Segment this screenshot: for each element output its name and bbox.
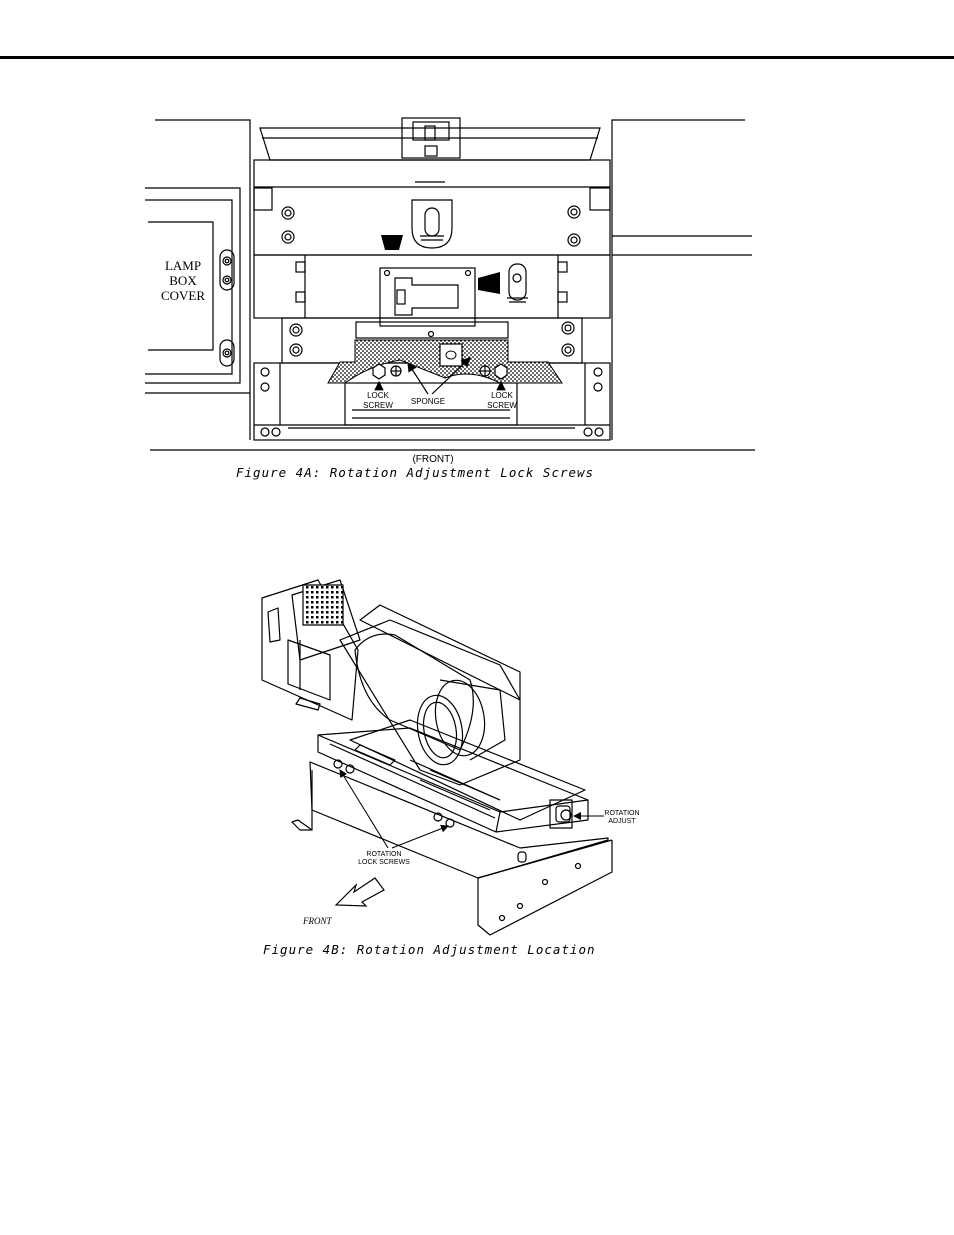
lock-screw-right-icon bbox=[495, 364, 507, 379]
lock-screw-left-icon bbox=[373, 364, 385, 379]
svg-text:LAMP: LAMP bbox=[164, 258, 202, 273]
figure-4a-caption: Figure 4A: Rotation Adjustment Lock Screws bbox=[236, 465, 595, 480]
rotation-lock-screws-label: ROTATION bbox=[366, 851, 402, 858]
front-label-4a: (FRONT) bbox=[412, 454, 454, 465]
pointer-wedge-icon bbox=[381, 235, 403, 250]
front-arrow-icon bbox=[336, 878, 384, 906]
center-screw-icon bbox=[446, 351, 456, 359]
figure-4a bbox=[145, 118, 755, 450]
lamp-box-cover-label bbox=[161, 258, 205, 303]
pointer-wedge-icon bbox=[478, 272, 500, 294]
figure-4b bbox=[262, 580, 612, 935]
svg-text:BOX: BOX bbox=[169, 273, 197, 288]
front-label-4b: FRONT bbox=[303, 916, 332, 926]
lock-screw-left-label: SCREW bbox=[363, 401, 393, 410]
rotation-lock-screws-label: LOCK SCREWS bbox=[358, 859, 410, 866]
leader-rotation-lock-a bbox=[340, 770, 388, 848]
lock-screw-right-label: SCREW bbox=[487, 401, 517, 410]
rotation-adjust-label: ROTATION bbox=[604, 810, 640, 817]
svg-text:COVER: COVER bbox=[160, 288, 206, 303]
lock-screw-left-label: LOCK bbox=[367, 391, 389, 400]
leader-rotation-lock-b bbox=[392, 826, 448, 848]
lock-screw-right-label: LOCK bbox=[491, 391, 513, 400]
figure-4b-caption: Figure 4B: Rotation Adjustment Location bbox=[263, 942, 596, 957]
rotation-adjust-label: ADJUST bbox=[608, 818, 636, 825]
sponge-label: SPONGE bbox=[410, 397, 446, 406]
